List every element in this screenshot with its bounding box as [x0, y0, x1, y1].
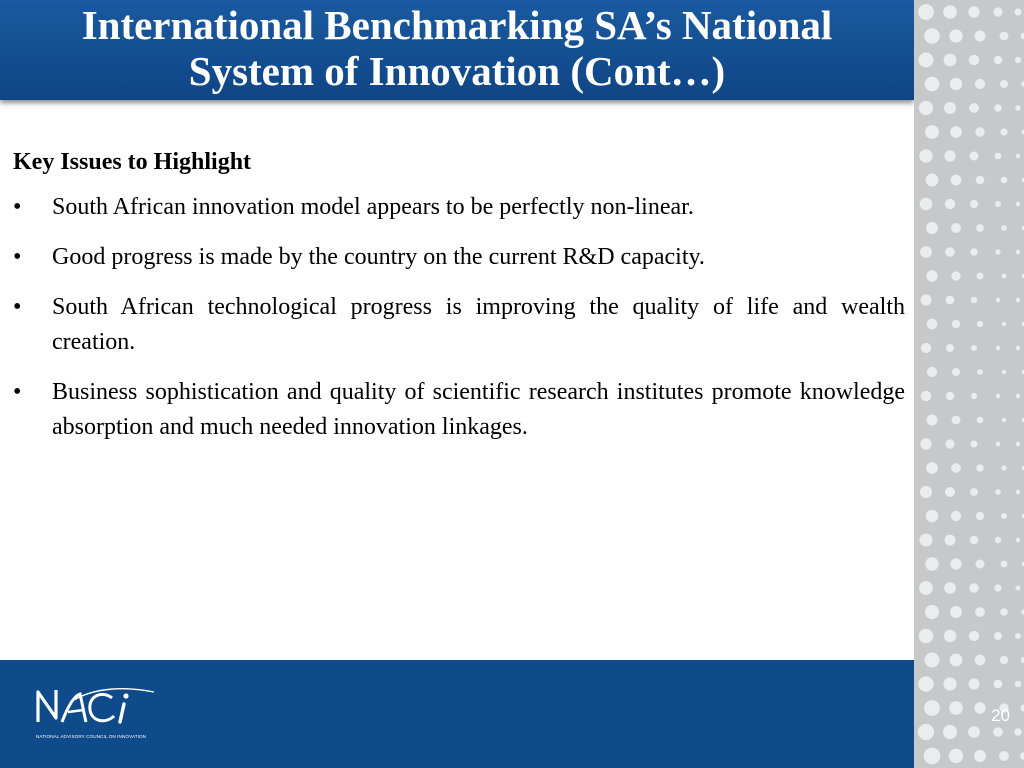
decorative-dot: [968, 726, 980, 738]
decorative-dot: [943, 677, 956, 690]
decorative-dot: [950, 126, 962, 138]
decorative-dot: [1002, 418, 1006, 422]
slide-title-line-1: International Benchmarking SA’s National: [81, 2, 833, 48]
decorative-dot: [1015, 633, 1021, 639]
decorative-dot: [920, 486, 932, 498]
decorative-dot: [975, 31, 986, 42]
decorative-dot: [1016, 490, 1020, 494]
decorative-dot: [995, 201, 1001, 207]
decorative-dot: [995, 537, 1001, 543]
decorative-dot: [918, 724, 934, 740]
decorative-dot: [976, 512, 984, 520]
decorative-dot: [1001, 177, 1007, 183]
decorative-dot: [919, 53, 934, 68]
decorative-dot-strip: [914, 0, 1024, 768]
title-banner: [0, 0, 914, 100]
decorative-dot: [921, 391, 932, 402]
decorative-dot: [926, 222, 938, 234]
decorative-dot: [976, 560, 985, 569]
decorative-dot: [996, 394, 1000, 398]
decorative-dot: [925, 605, 939, 619]
decorative-dot: [944, 150, 955, 161]
decorative-dot: [969, 679, 980, 690]
decorative-dot: [925, 653, 940, 668]
decorative-dot: [920, 438, 931, 449]
decorative-dot: [952, 416, 961, 425]
decorative-dot: [919, 629, 934, 644]
decorative-dot: [950, 558, 961, 569]
section-heading: Key Issues to Highlight: [13, 149, 252, 175]
decorative-dot: [1016, 394, 1020, 398]
naci-logo-icon: [34, 684, 164, 732]
bullet-icon: •: [13, 244, 22, 270]
decorative-dot: [1016, 442, 1020, 446]
decorative-dot: [996, 346, 1000, 350]
decorative-dot: [949, 29, 962, 42]
decorative-dot: [946, 392, 954, 400]
bullet-text: South African innovation model appears to be perfectly non-linear.: [52, 194, 694, 220]
decorative-dot: [969, 55, 980, 66]
decorative-dot: [1015, 9, 1022, 16]
slide-title-line-2: System of Innovation (Cont…): [188, 48, 726, 94]
decorative-dot: [924, 748, 941, 765]
decorative-dot: [925, 125, 939, 139]
decorative-dot: [944, 582, 956, 594]
decorative-dot: [921, 343, 931, 353]
decorative-dot: [996, 442, 1001, 447]
decorative-dot: [1000, 608, 1008, 616]
decorative-dot: [952, 320, 960, 328]
slide-number: 20: [991, 706, 1010, 725]
decorative-dot: [1016, 586, 1021, 591]
decorative-dot: [970, 536, 979, 545]
bullet-item-1: [13, 190, 905, 225]
decorative-dot: [945, 247, 955, 257]
decorative-dot: [1020, 752, 1024, 760]
decorative-dot: [950, 654, 963, 667]
bullet-icon: •: [13, 194, 22, 220]
decorative-dot: [1001, 561, 1008, 568]
decorative-dot: [1015, 105, 1020, 110]
decorative-dot: [927, 319, 938, 330]
decorative-dot: [926, 174, 939, 187]
decorative-dot: [924, 700, 940, 716]
decorative-dot: [994, 56, 1002, 64]
slide-body: [13, 145, 905, 460]
decorative-dot: [951, 271, 960, 280]
decorative-dot: [976, 224, 984, 232]
decorative-dot: [926, 510, 939, 523]
decorative-dot: [969, 631, 979, 641]
decorative-dot: [1014, 728, 1021, 735]
bullet-item-4: [13, 375, 905, 445]
decorative-dot: [975, 79, 985, 89]
decorative-dot: [1015, 681, 1022, 688]
decorative-dot: [918, 4, 934, 20]
decorative-dot: [1002, 370, 1006, 374]
decorative-dot: [977, 273, 984, 280]
decorative-dot: [1000, 656, 1008, 664]
decorative-dot: [945, 487, 955, 497]
decorative-dot: [996, 298, 1000, 302]
decorative-dot: [971, 441, 978, 448]
decorative-dot: [975, 655, 986, 666]
decorative-dot: [950, 606, 962, 618]
decorative-dot: [950, 78, 962, 90]
decorative-dot: [971, 393, 977, 399]
bullet-text: Good progress is made by the country on the current R&D capacity.: [52, 244, 705, 270]
decorative-dot: [1000, 128, 1007, 135]
decorative-dot: [925, 77, 940, 92]
decorative-dot: [1015, 57, 1021, 63]
decorative-dot: [995, 249, 1000, 254]
decorative-dot: [920, 246, 932, 258]
decorative-dot: [945, 535, 956, 546]
decorative-dot: [952, 368, 960, 376]
decorative-dot: [1016, 250, 1020, 254]
decorative-dot: [943, 725, 957, 739]
decorative-dot: [919, 101, 933, 115]
decorative-dot: [994, 680, 1003, 689]
decorative-dot: [994, 104, 1002, 112]
decorative-dot: [920, 534, 933, 547]
decorative-dot: [1002, 322, 1006, 326]
decorative-dot: [977, 321, 983, 327]
decorative-dot: [951, 511, 961, 521]
decorative-dot: [927, 367, 937, 377]
decorative-dot: [1002, 274, 1007, 279]
decorative-dot: [1021, 705, 1024, 712]
decorative-dot: [1016, 298, 1020, 302]
decorative-dot: [924, 28, 939, 43]
decorative-dot: [946, 344, 954, 352]
decorative-dot: [918, 676, 933, 691]
decorative-dot: [970, 152, 979, 161]
decorative-dot: [945, 199, 955, 209]
decorative-dot: [971, 297, 978, 304]
decorative-dot: [943, 5, 957, 19]
bullet-text: Business sophistication and quality of scientific research institutes promote knowledge absorption and much needed innovation linkages.: [52, 379, 905, 440]
decorative-dot: [951, 463, 961, 473]
decorative-dot: [970, 248, 977, 255]
decorative-dot: [969, 583, 978, 592]
decorative-dot: [919, 581, 933, 595]
decorative-dot: [1016, 538, 1020, 542]
decorative-dot: [970, 488, 978, 496]
decorative-dot: [971, 345, 977, 351]
decorative-dot: [949, 701, 963, 715]
bullet-icon: •: [13, 379, 22, 405]
decorative-dot: [926, 462, 938, 474]
decorative-dot: [977, 417, 984, 424]
decorative-dot: [944, 102, 956, 114]
decorative-dot: [974, 750, 986, 762]
decorative-dot: [969, 103, 979, 113]
decorative-dot: [919, 149, 932, 162]
decorative-dot: [995, 153, 1002, 160]
bullet-item-2: [13, 240, 905, 275]
decorative-dot: [926, 270, 937, 281]
decorative-dot: [1001, 513, 1007, 519]
decorative-dot: [993, 727, 1003, 737]
logo-caption: NATIONAL ADVISORY COUNCIL ON INNOVATION: [36, 734, 147, 739]
decorative-dot: [994, 632, 1002, 640]
bullet-text: South African technological progress is improving the quality of life and wealth creation.: [52, 294, 905, 355]
decorative-dot: [921, 295, 932, 306]
decorative-dot: [951, 223, 961, 233]
decorative-dot: [994, 584, 1001, 591]
decorative-dot: [927, 415, 938, 426]
decorative-dot: [977, 369, 983, 375]
decorative-dot: [946, 296, 955, 305]
decorative-dot: [999, 751, 1009, 761]
decorative-dot: [975, 127, 984, 136]
decorative-dot: [970, 200, 978, 208]
decorative-dot: [975, 607, 985, 617]
decorative-dot: [1016, 346, 1020, 350]
decorative-dot: [951, 175, 962, 186]
decorative-dot: [968, 6, 979, 17]
decorative-dot: [976, 176, 985, 185]
decorative-dot: [995, 489, 1001, 495]
decorative-dot: [920, 198, 933, 211]
slide-title: [0, 0, 914, 94]
decorative-dot: [993, 7, 1002, 16]
decorative-dot: [1001, 465, 1006, 470]
decorative-dot: [949, 749, 963, 763]
bullet-list: [13, 190, 905, 445]
bullet-icon: •: [13, 294, 22, 320]
decorative-dot: [1000, 32, 1009, 41]
decorative-dot: [944, 54, 957, 67]
decorative-dot: [944, 630, 956, 642]
decorative-dot: [945, 439, 954, 448]
bullet-item-3: [13, 290, 905, 360]
decorative-dot: [925, 557, 938, 570]
decorative-dot: [1001, 225, 1007, 231]
decorative-dot: [1016, 154, 1021, 159]
decorative-dots-pattern: [914, 0, 1024, 768]
decorative-dot: [976, 464, 983, 471]
decorative-dot: [1000, 80, 1008, 88]
decorative-dot: [1016, 202, 1020, 206]
